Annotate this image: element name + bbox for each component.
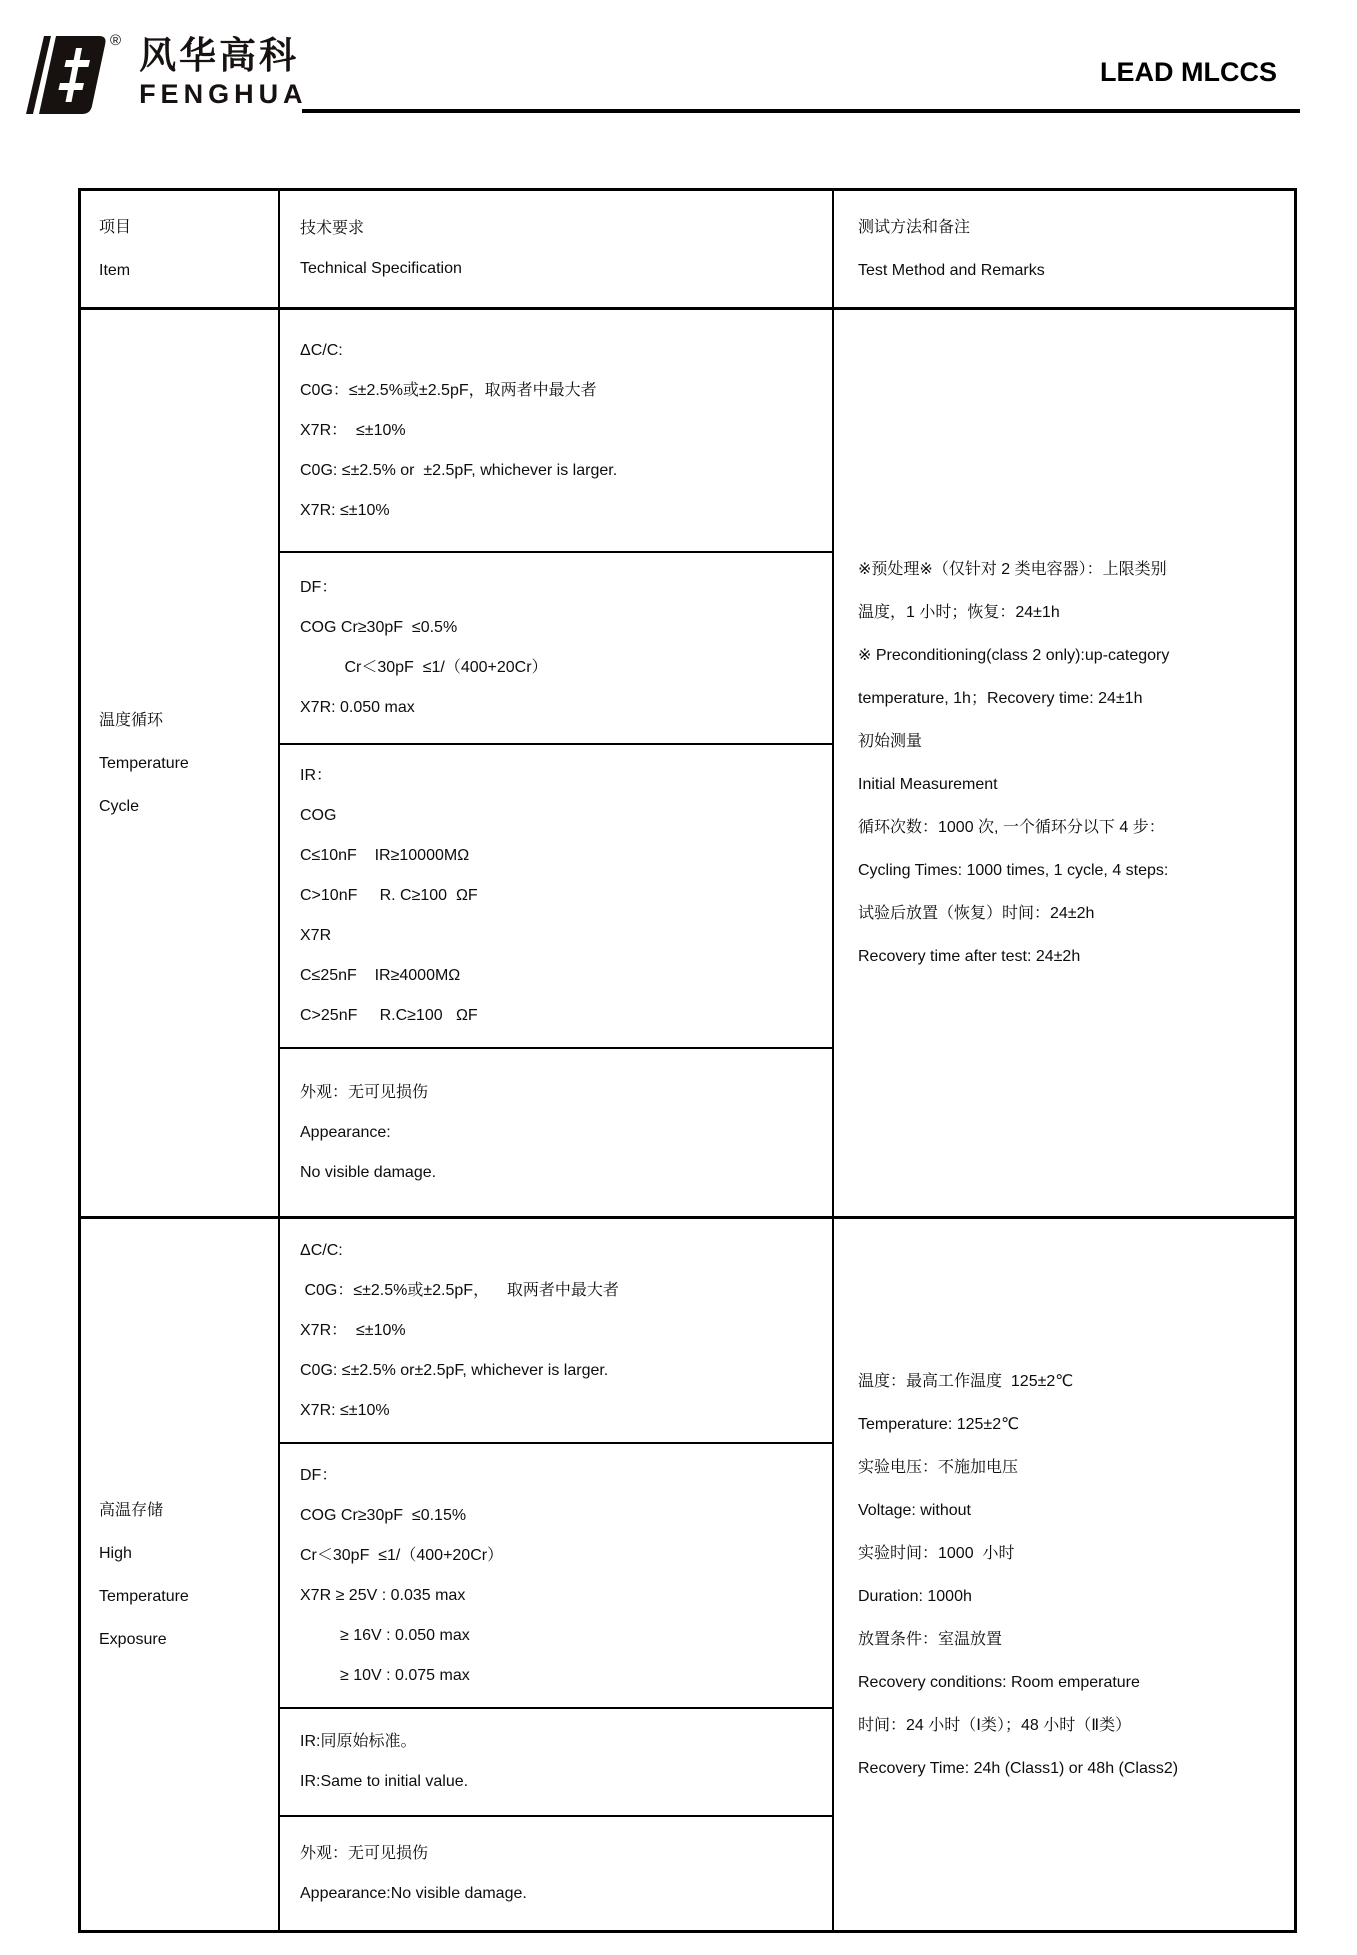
- spec-line: C>10nF R. C≥100 ΩF: [300, 887, 478, 904]
- logo-text: [139, 34, 308, 110]
- spec-line: ΔC/C:: [300, 1241, 343, 1259]
- spec-line: X7R: [300, 927, 332, 944]
- spec-line: X7R: 0.050 max: [300, 699, 415, 716]
- spec-line: C0G：≤±2.5%或±2.5pF，取两者中最大者: [300, 381, 597, 399]
- spec-line: C>25nF R.C≥100 ΩF: [300, 1007, 478, 1024]
- spec-line: 外观：无可见损伤: [300, 1844, 429, 1862]
- spec-line: ΔC/C:: [300, 341, 343, 359]
- logo-chinese-name: 风华高科: [139, 35, 300, 76]
- spec-section-delta-cc: [280, 310, 832, 553]
- spec-line: COG Cr≥30pF ≤0.5%: [300, 619, 458, 636]
- spec-line: X7R ≥ 25V : 0.035 max: [300, 1586, 466, 1604]
- item-label-line: 高温存储: [99, 1501, 164, 1519]
- method-line: 时间：24 小时（Ⅰ类）；48 小时（Ⅱ类）: [858, 1716, 1132, 1734]
- spec-line: ≥ 16V : 0.050 max: [300, 1626, 470, 1644]
- spec-section-appearance: [280, 1817, 832, 1930]
- spec-line: C0G: ≤±2.5% or ±2.5pF, whichever is larger.: [300, 461, 618, 479]
- spec-line: Appearance:No visible damage.: [300, 1884, 527, 1902]
- method-line: ※预处理※（仅针对 2 类电容器）：上限类别: [858, 561, 1167, 578]
- spec-line: X7R: ≤±10%: [300, 501, 390, 519]
- spec-line: IR:同原始标准。: [300, 1733, 417, 1750]
- method-line: Duration: 1000h: [858, 1587, 972, 1605]
- spec-line: Cr＜30pF ≤1/（400+20Cr）: [300, 1546, 504, 1564]
- method-line: 温度，1 小时；恢复：24±1h: [858, 604, 1060, 621]
- spec-line: Appearance:: [300, 1123, 391, 1141]
- spec-line: COG: [300, 807, 337, 824]
- spec-line: COG Cr≥30pF ≤0.15%: [300, 1506, 467, 1524]
- spec-line: No visible damage.: [300, 1163, 437, 1181]
- method-line: Cycling Times: 1000 times, 1 cycle, 4 steps:: [858, 862, 1169, 879]
- spec-table: [78, 188, 1297, 1933]
- header-rule: [302, 109, 1300, 113]
- method-line: temperature, 1h；Recovery time: 24±1h: [858, 690, 1143, 707]
- spec-line: ≥ 10V : 0.075 max: [300, 1666, 470, 1684]
- spec-line: X7R: ≤±10%: [300, 1401, 390, 1419]
- method-line: Temperature: 125±2℃: [858, 1415, 1020, 1433]
- column-header-item-line: 项目: [99, 219, 132, 236]
- method-line: Initial Measurement: [858, 776, 998, 793]
- spec-section-ir: [280, 745, 832, 1049]
- spec-line: DF：: [300, 579, 338, 596]
- fenghua-logo-icon: [20, 34, 108, 116]
- column-header-item: [81, 191, 280, 310]
- spec-line: DF：: [300, 1466, 338, 1484]
- spec-line: X7R： ≤±10%: [300, 421, 406, 439]
- row-temperature-cycle-method: [834, 310, 1294, 1219]
- row-temperature-cycle-item: [81, 310, 280, 1219]
- column-header-method-line: 测试方法和备注: [858, 219, 971, 236]
- item-label-line: 温度循环: [99, 711, 164, 729]
- method-line: Recovery time after test: 24±2h: [858, 948, 1081, 965]
- spec-line: C0G：≤±2.5%或±2.5pF， 取两者中最大者: [300, 1281, 619, 1299]
- method-line: 循环次数：1000 次, 一个循环分以下 4 步：: [858, 819, 1165, 836]
- spec-line: X7R： ≤±10%: [300, 1321, 406, 1339]
- method-line: Voltage: without: [858, 1501, 971, 1519]
- method-line: 放置条件：室温放置: [858, 1630, 1003, 1648]
- column-header-method-line: Test Method and Remarks: [858, 262, 1045, 279]
- spec-section-appearance: [280, 1049, 832, 1216]
- spec-line: C≤10nF IR≥10000MΩ: [300, 847, 470, 864]
- spec-section-ir: [280, 1709, 832, 1817]
- item-label-line: Exposure: [99, 1630, 167, 1648]
- fenghua-logo: [20, 34, 308, 116]
- spec-line: C≤25nF IR≥4000MΩ: [300, 967, 461, 984]
- column-header-spec-line: Technical Specification: [300, 260, 462, 277]
- logo-english-name: FENGHUA: [139, 79, 308, 109]
- spec-line: C0G: ≤±2.5% or±2.5pF, whichever is larger.: [300, 1361, 609, 1379]
- method-line: 初始测量: [858, 733, 923, 750]
- registered-trademark-icon: ®: [110, 32, 122, 49]
- method-line: Recovery Time: 24h (Class1) or 48h (Class2): [858, 1759, 1179, 1777]
- row-high-temp-exposure-item: [81, 1219, 280, 1930]
- column-header-spec-line: 技术要求: [300, 220, 365, 237]
- method-line: Recovery conditions: Room emperature: [858, 1673, 1140, 1691]
- item-label-line: Temperature: [99, 754, 189, 772]
- method-line: ※ Preconditioning(class 2 only):up-category: [858, 647, 1170, 664]
- spec-section-df: [280, 553, 832, 745]
- spec-line: IR:Same to initial value.: [300, 1773, 469, 1790]
- spec-line: 外观：无可见损伤: [300, 1083, 429, 1101]
- doc-title: LEAD MLCCS: [1100, 57, 1277, 87]
- method-line: 试验后放置（恢复）时间：24±2h: [858, 905, 1095, 922]
- spec-section-delta-cc: [280, 1219, 832, 1444]
- column-header-method: [834, 191, 1294, 310]
- item-label-line: Temperature: [99, 1587, 189, 1605]
- method-line: 实验时间：1000 小时: [858, 1544, 1015, 1562]
- column-header-spec: [280, 191, 834, 310]
- row-temperature-cycle-spec: [280, 310, 834, 1219]
- spec-line: IR：: [300, 767, 333, 784]
- method-line: 温度：最高工作温度 125±2℃: [858, 1372, 1074, 1390]
- column-header-item-line: Item: [99, 262, 131, 279]
- row-high-temp-exposure-method: [834, 1219, 1294, 1930]
- spec-line: Cr＜30pF ≤1/（400+20Cr）: [300, 659, 548, 676]
- spec-section-df: [280, 1444, 832, 1709]
- method-line: 实验电压：不施加电压: [858, 1458, 1019, 1476]
- item-label-line: Cycle: [99, 797, 140, 815]
- row-high-temp-exposure-spec: [280, 1219, 834, 1930]
- item-label-line: High: [99, 1544, 132, 1562]
